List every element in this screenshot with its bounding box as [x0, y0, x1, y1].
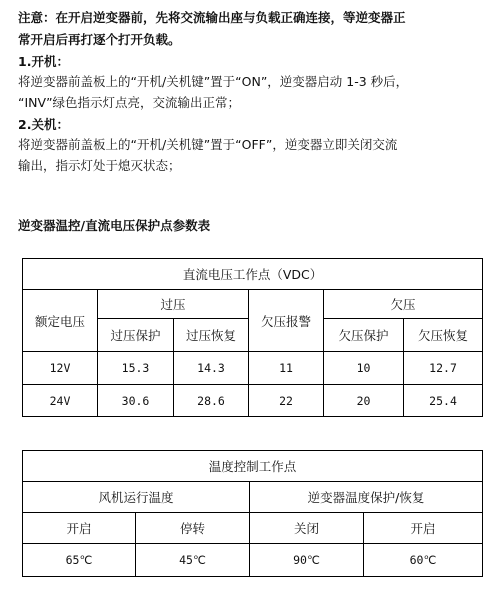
notice-line-2: 常开启后再打逐个打开负载。	[18, 32, 181, 47]
section-off-heading: 2.关机：	[18, 117, 69, 132]
cell-under-protect: 10	[324, 352, 404, 385]
col-undervoltage: 欠压	[324, 290, 483, 319]
cell-over-recover: 14.3	[174, 352, 249, 385]
col-inverter-temperature: 逆变器温度保护/恢复	[250, 482, 483, 513]
section-off-line-2: 输出，指示灯处于熄灭状态；	[18, 158, 181, 173]
notice-line-1	[18, 8, 406, 28]
col-undervoltage-protect: 欠压保护	[324, 319, 404, 352]
cell-inverter-shutdown: 90℃	[250, 544, 364, 577]
col-inverter-shutdown: 关闭	[250, 513, 364, 544]
notice-text-1: 在开启逆变器前，先将交流输出座与负载正确连接，等逆变器正	[55, 10, 406, 25]
cell-under-alarm: 22	[249, 385, 324, 417]
section-on-heading: 1.开机：	[18, 54, 69, 69]
col-inverter-restart: 开启	[364, 513, 483, 544]
cell-under-recover: 25.4	[404, 385, 483, 417]
table-row	[23, 352, 483, 385]
col-overvoltage-recover: 过压恢复	[174, 319, 249, 352]
cell-under-alarm: 11	[249, 352, 324, 385]
temperature-table-header: 温度控制工作点	[23, 451, 483, 482]
col-undervoltage-alarm: 欠压报警	[249, 290, 324, 352]
section-off-line-1: 将逆变器前盖板上的“开机/关机键”置于“OFF”，逆变器立即关闭交流	[18, 137, 398, 152]
col-fan-off: 停转	[136, 513, 250, 544]
col-rated-voltage: 额定电压	[23, 290, 98, 352]
cell-over-protect: 15.3	[98, 352, 174, 385]
col-overvoltage-protect: 过压保护	[98, 319, 174, 352]
temperature-table	[22, 450, 483, 577]
cell-over-recover: 28.6	[174, 385, 249, 417]
cell-under-protect: 20	[324, 385, 404, 417]
col-fan-temperature: 风机运行温度	[23, 482, 250, 513]
table-row	[23, 544, 483, 577]
table1-title: 逆变器温控/直流电压保护点参数表	[18, 218, 211, 233]
section-on-line-2: “INV”绿色指示灯点亮，交流输出正常；	[18, 95, 241, 110]
table-row	[23, 385, 483, 417]
col-fan-on: 开启	[23, 513, 136, 544]
cell-fan-off: 45℃	[136, 544, 250, 577]
cell-under-recover: 12.7	[404, 352, 483, 385]
col-overvoltage: 过压	[98, 290, 249, 319]
notice-label: 注意：	[18, 10, 56, 25]
voltage-table	[22, 258, 483, 417]
col-undervoltage-recover: 欠压恢复	[404, 319, 483, 352]
cell-rated: 12V	[23, 352, 98, 385]
section-on-line-1: 将逆变器前盖板上的“开机/关机键”置于“ON”，逆变器启动 1-3 秒后，	[18, 74, 409, 89]
cell-rated: 24V	[23, 385, 98, 417]
voltage-table-header: 直流电压工作点（VDC）	[23, 259, 483, 290]
cell-over-protect: 30.6	[98, 385, 174, 417]
cell-inverter-restart: 60℃	[364, 544, 483, 577]
cell-fan-on: 65℃	[23, 544, 136, 577]
